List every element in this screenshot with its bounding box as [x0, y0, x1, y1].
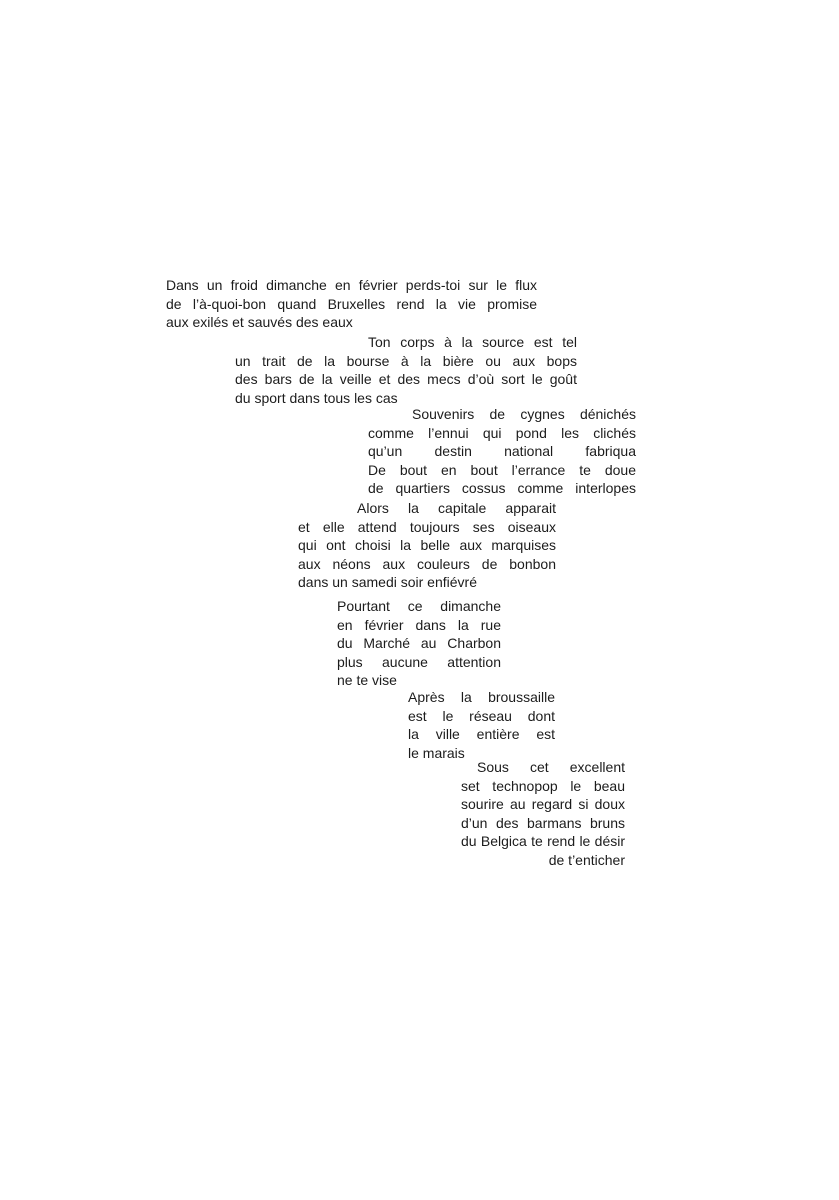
poem-stanza-1 — [166, 276, 537, 332]
poem-line: qui ont choisi la belle aux marquises — [298, 537, 556, 554]
poem-line: Souvenirs de cygnes dénichés — [412, 406, 636, 422]
poem-line: aux exilés et sauvés des eaux — [166, 314, 353, 331]
poem-line: Après la broussaille — [408, 689, 555, 705]
poem-stanza-7 — [461, 758, 625, 870]
poem-line: de t’enticher — [548, 851, 625, 868]
poem-line: la ville entière est — [408, 726, 555, 743]
poem-line: Ton corps à la source est tel — [368, 334, 577, 350]
poem-line: Pourtant ce dimanche — [337, 598, 501, 614]
poem-stanza-3 — [368, 405, 636, 498]
poem-line: le marais — [408, 744, 465, 761]
poem-line: est le réseau dont — [408, 707, 555, 724]
poem-stanza-6 — [408, 688, 555, 762]
poem-line: de l’à-quoi-bon quand Bruxelles rend la vie promise — [166, 295, 537, 312]
poem-stanza-2 — [235, 333, 577, 407]
poem-line: Sous cet excellent — [477, 759, 625, 775]
poem-line: des bars de la veille et des mecs d’où sort le goût — [235, 371, 577, 388]
poem-line: du Belgica te rend le désir — [461, 833, 625, 850]
poem-line: de quartiers cossus comme interlopes — [368, 480, 636, 497]
poem-line: plus aucune attention — [337, 653, 501, 670]
poem-line: ne te vise — [337, 672, 397, 689]
poem-line: set technopop le beau — [461, 777, 625, 794]
poem-line: d’un des barmans bruns — [461, 814, 625, 831]
poem-line: comme l’ennui qui pond les clichés — [368, 424, 636, 441]
poem-line: du Marché au Charbon — [337, 635, 501, 652]
poem-line: qu’un destin national fabriqua — [368, 443, 636, 460]
poem-line: et elle attend toujours ses oiseaux — [298, 518, 556, 535]
poem-line: aux néons aux couleurs de bonbon — [298, 555, 556, 572]
poem-line: dans un samedi soir enfiévré — [298, 574, 477, 591]
poem-line: Dans un froid dimanche en février perds-toi sur le flux — [166, 277, 537, 293]
poem-line: De bout en bout l’errance te doue — [368, 461, 636, 478]
poem-line: du sport dans tous les cas — [235, 389, 398, 406]
poem-stanza-5 — [337, 597, 501, 690]
poem-line: Alors la capitale apparait — [357, 500, 556, 516]
poem-line: sourire au regard si doux — [461, 796, 625, 813]
poem-line: un trait de la bourse à la bière ou aux bops — [235, 352, 577, 369]
poem-line: en février dans la rue — [337, 616, 501, 633]
poem-stanza-4 — [298, 499, 556, 592]
